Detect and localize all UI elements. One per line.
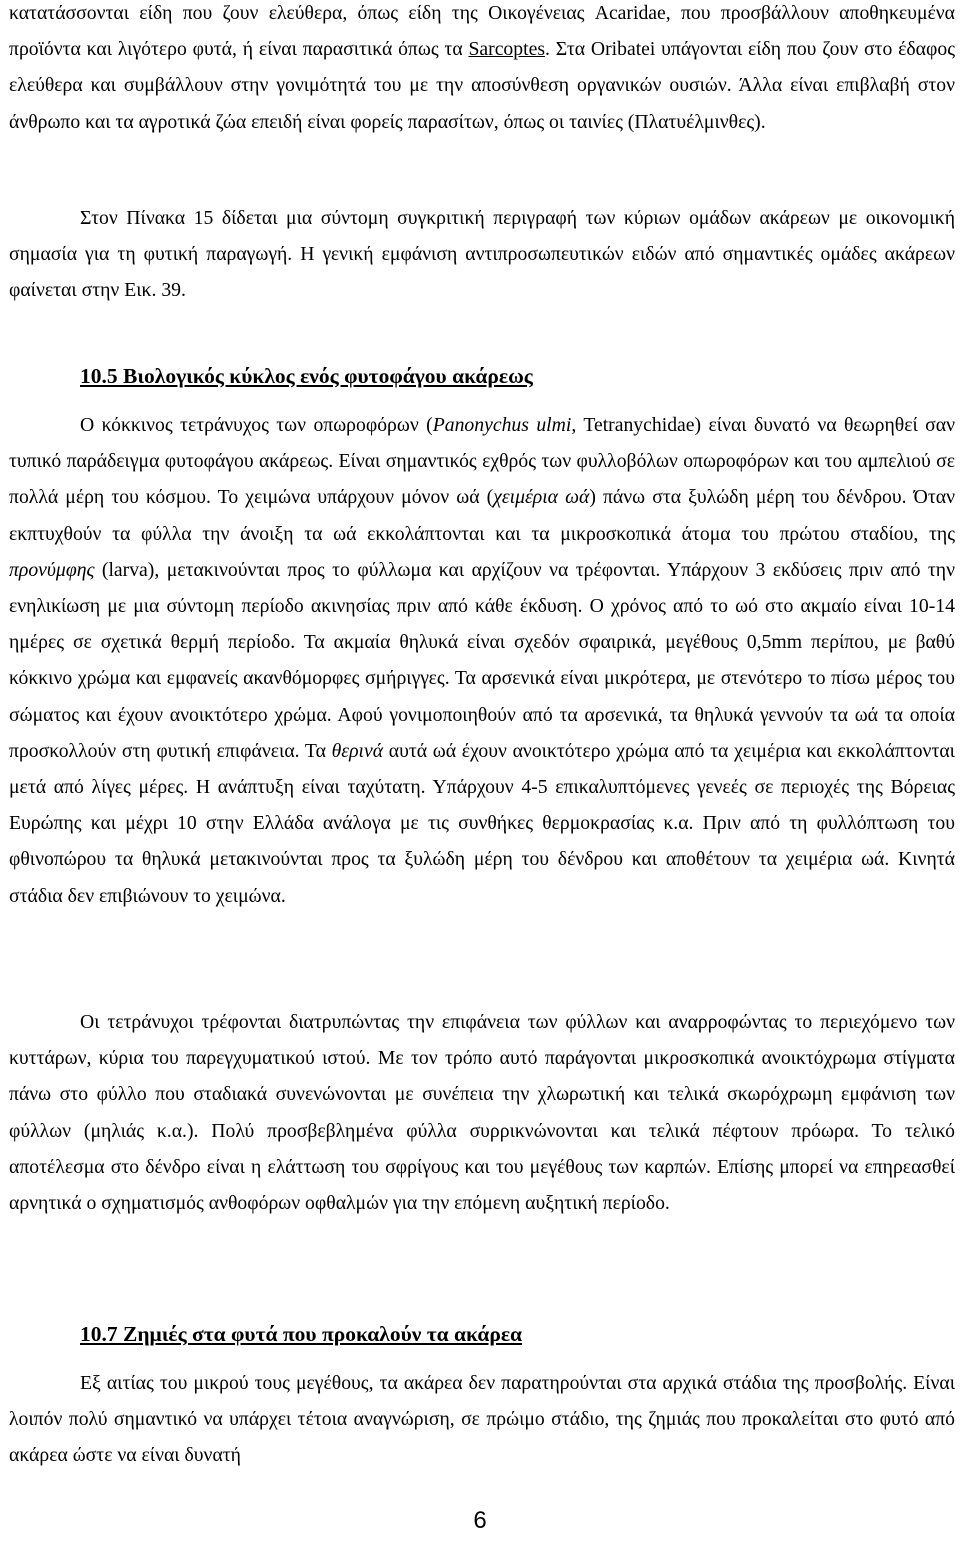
s105-text-c: ) πάνω στα ξυλώδη μέρη του δένδρου. Όταν εκπτυχθούν τα φύλλα την άνοιξη τα ωά εκκολάπτονται και τα μικροσκοπικά άτομα του πρώτου σταδίου, της <box>9 486 955 545</box>
s105-text-a: Ο κόκκινος τετράνυχος των οπωροφόρων ( <box>80 414 433 436</box>
summer-term: θερινά <box>331 739 384 762</box>
intro-text-b: . Στα Oribatei υπάγονται είδη που ζουν στο έδαφος ελεύθερα και συμβάλλουν στην γονιμότητά του με την αποσύνθεση οργανικών ουσιών. Άλλα είναι επιβλαβή στον άνθρωπο και τα αγροτικά ζώα επειδή είναι φορείς παρασίτων, όπως οι ταινίες (Πλατυέλμινθες). <box>9 38 955 133</box>
intro-paragraph-1 <box>9 0 955 140</box>
s105-text-d: (larva), μετακινούνται προς το φύλλωμα και αρχίζουν να τρέφονται. Υπάρχουν 3 εκδύσεις πριν από την ενηλικίωση με μια σύντομη περίοδο ακινησίας πριν από κάθε έκδυση. Ο χρόνος από το ωό στο ακμαίο είναι 10-14 ημέρες σε σχετικά θερμή περίοδο. Τα ακμαία θηλυκά είναι σχεδόν σφαιρικά, μεγέθους 0,5mm περίπου, με βαθύ κόκκινο χρώμα και εμφανείς ακανθόμορφες σμήριγγες. Τα αρσενικά είναι μικρότερα, με στενότερο το πίσω μέρος του σώματος και έχουν ανοικτότερο χρώμα. Αφού γονιμοποιηθούν από τα αρσενικά, τα θηλυκά γεννούν τα ωά τα οποία προσκολλούν στη φυτική επιφάνεια. Τα <box>9 558 955 762</box>
intro-text-a: κατατάσσονται είδη που ζουν ελεύθερα, όπως είδη της Οικογένειας Acaridae, που προσβάλλουν αποθηκευμένα προϊόντα και λιγότερο φυτά, ή είναι παρασιτικά όπως τα <box>9 2 955 61</box>
section-10-7-heading: 10.7 Ζημιές στα φυτά που προκαλούν τα ακάρεα <box>80 1322 523 1346</box>
s105-text-b: , Tetranychidae) είναι δυνατό να θεωρηθεί σαν τυπικό παράδειγμα φυτοφάγου ακάρεως. Είναι σημαντικός εχθρός των φυλλοβόλων οπωροφόρων και του αμπελιού σε πολλά μέρη του κόσμου. Το χειμώνα υπάρχουν μόνον ωά ( <box>9 414 955 509</box>
section-10-5-heading: 10.5 Βιολογικός κύκλος ενός φυτοφάγου ακάρεως <box>80 364 533 388</box>
sarcoptes-link: Sarcoptes <box>468 38 545 61</box>
s105-text-e: αυτά ωά έχουν ανοικτότερο χρώμα από τα χειμέρια και εκκολάπτονται μετά από λίγες μέρες. Η ανάπτυξη είναι ταχύτατη. Υπάρχουν 4-5 επικαλυπτόμενες γενεές σε περιοχές της Βόρειας Ευρώπης και μέχρι 10 στην Ελλάδα ανάλογα με τις συνθήκες θερμοκρασίας κ.α. Πριν από τη φυλλόπτωση του φθινοπώρου τα θηλυκά μετακινούνται προς τα ξυλώδη μέρη του δένδρου και αποθέτουν τα χειμέρια ωά. Κινητά στάδια δεν επιβιώνουν το χειμώνα. <box>9 739 955 907</box>
winter-eggs-term: χειμέρια ωά <box>493 486 590 509</box>
latin-species-name: Panonychus ulmi <box>432 414 572 436</box>
section-10-7-paragraph-1: Εξ αιτίας του μικρού τους μεγέθους, τα ακάρεα δεν παρατηρούνται στα αρχικά στάδια της προσβολής. Είναι λοιπόν πολύ σημαντικό να υπάρχει τέτοια αναγνώριση, σε πρώιμο στάδιο, της ζημιάς που προκαλείται στο φυτό από ακάρεα ώστε να είναι δυνατή <box>9 1372 955 1467</box>
intro-paragraph-2: Στον Πίνακα 15 δίδεται μια σύντομη συγκριτική περιγραφή των κύριων ομάδων ακάρεων με οικονομική σημασία για τη φυτική παραγωγή. Η γενική εμφάνιση αντιπροσωπευτικών ειδών από σημαντικές ομάδες ακάρεων φαίνεται στην Εικ. 39. <box>9 207 955 302</box>
section-10-5-paragraph-1 <box>9 407 955 914</box>
section-10-5-paragraph-2: Οι τετράνυχοι τρέφονται διατρυπώντας την επιφάνεια των φύλλων και αναρροφώντας το περιεχόμενο των κυττάρων, κύρια του παρεγχυματικού ιστού. Με τον τρόπο αυτό παράγονται μικροσκοπικά ανοικτόχρωμα στίγματα πάνω στο φύλλο που σταδιακά συνενώνονται με συνέπεια την χλωρωτική και τελικά σκωρόχρωμη εμφάνιση των φύλλων (μηλιάς κ.α.). Πολύ προσβεβλημένα φύλλα συρρικνώνονται και τελικά πέφτουν πρόωρα. Το τελικό αποτέλεσμα στο δένδρο είναι η ελάττωση του σφρίγους και του μεγέθους των καρπών. Επίσης μπορεί να επηρεασθεί αρνητικά ο σχηματισμός ανθοφόρων οφθαλμών για την επόμενη αυξητική περίοδο. <box>9 1011 955 1215</box>
page-number: 6 <box>473 1507 487 1534</box>
larva-term: προνύμφης <box>9 558 95 581</box>
